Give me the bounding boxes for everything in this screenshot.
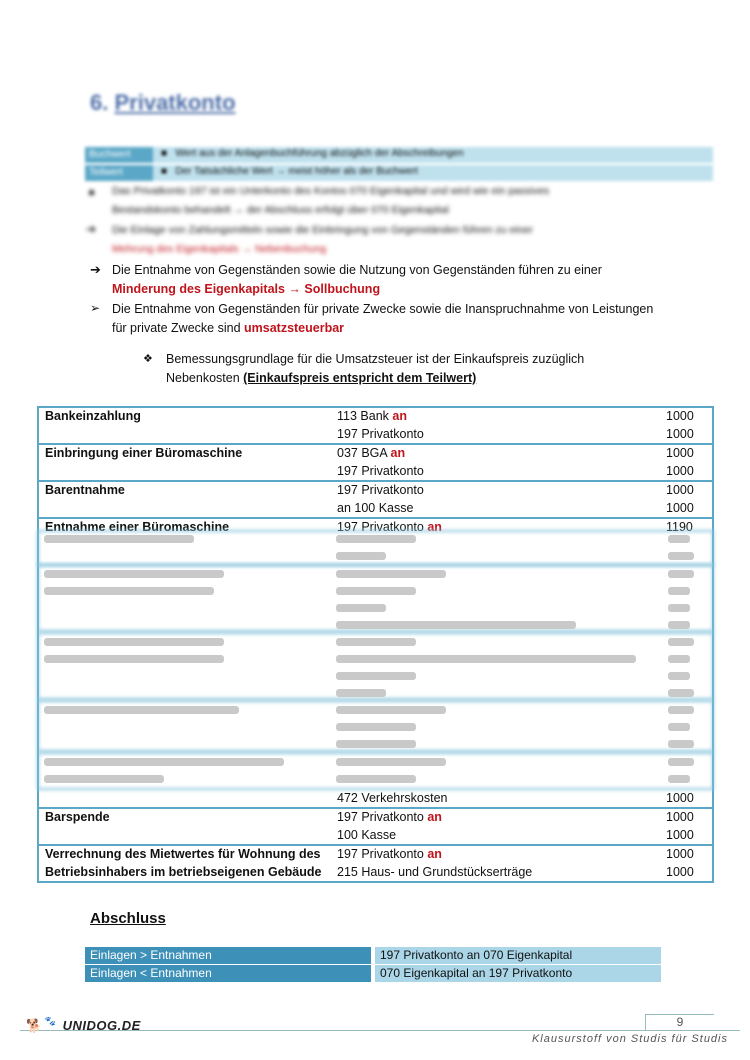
blurred-text [668,570,694,578]
entry-account: 100 Kasse [337,827,397,842]
entry-label: Entnahme einer Büromaschine [38,518,331,537]
table-row [38,500,713,519]
entry-amount: 1000 [660,864,713,883]
blurred-text [668,621,690,629]
private-text-line2: für private Zwecke sind umsatzsteuerbar [112,321,345,335]
abschluss-label: Einlagen > Entnahmen [85,947,371,964]
blurred-text [668,740,694,748]
entry-label: Bankeinzahlung [38,407,331,426]
entnahme-text-line1: Die Entnahme von Gegenständen sowie die Nutzung von Gegenständen führen zu einer [112,263,602,277]
blurred-text [668,638,694,646]
table-row [38,463,713,482]
entry-account: an 100 Kasse [337,500,414,515]
title-text: Privatkonto [114,90,236,115]
entnahme-text-line2: Minderung des Eigenkapitals → Sollbuchung [112,282,381,296]
blurred-text [336,570,446,578]
blurred-text [336,604,386,612]
entry-amount: 1000 [660,500,713,519]
paw-icon: 🐾 [44,1016,57,1026]
page-title [90,90,236,116]
page-number: 9 [645,1014,714,1031]
bullet-icon: ● [88,185,96,199]
entry-amount: 1190 [660,518,713,537]
entry-amount: 1000 [660,827,713,846]
table-row [38,808,713,827]
entry-label: Barspende [38,808,331,827]
dog-icon: 🐕 [26,1018,43,1033]
blurred-text [44,655,224,663]
entry-account: 037 BGA an [331,444,660,463]
entry-label: Einbringung einer Büromaschine [38,444,331,463]
definition-text: ■ Der Tatsächliche Wert → meist höher als der Buchwert [161,166,418,177]
table-row [38,864,713,883]
entry-amount: 1000 [660,463,713,482]
blurred-text [336,706,446,714]
definition-teilwert [85,165,713,181]
definition-buchwert [85,147,713,163]
entry-amount: 1000 [660,790,713,809]
table-row [38,407,713,426]
blurred-text [336,672,416,680]
blurred-text [668,604,690,612]
abschluss-value: 197 Privatkonto an 070 Eigenkapital [375,947,661,964]
private-text-line1: Die Entnahme von Gegenständen für private Zwecke sowie die Inanspruchnahme von Leistungen [112,302,654,316]
blurred-text [336,775,416,783]
definition-text: ■ Wert aus der Anlagenbuchführung abzüglich der Abschreibungen [161,148,464,159]
entry-amount: 1000 [660,426,713,445]
blurred-text [668,758,694,766]
blurred-text [44,638,224,646]
entry-account: 197 Privatkonto an [331,808,660,827]
entry-label: Barentnahme [38,481,331,500]
table-row [38,444,713,463]
blurred-text [668,706,694,714]
blurred-text [668,775,690,783]
blurred-text [668,655,690,663]
blurred-text [336,621,576,629]
abschluss-row [85,965,661,982]
entry-amount: 1000 [660,845,713,864]
sub-bullet-line2: Nebenkosten (Einkaufspreis entspricht dem Teilwert) [166,371,477,385]
entry-label: Verrechnung des Mietwertes für Wohnung des [38,845,331,864]
blurred-text [336,535,416,543]
table-row [38,790,713,809]
blurred-text [668,535,690,543]
entry-amount: 1000 [660,407,713,426]
blurred-text [44,587,214,595]
arrow-icon: ➔ [86,222,97,236]
blurred-text [668,672,690,680]
blurred-text [336,655,636,663]
chevron-right-icon: ➢ [90,301,101,315]
blurred-text [44,775,164,783]
blurred-text-line: Mehrung des Eigenkapitals → Nebenbuchung [112,243,327,255]
blurred-text [44,570,224,578]
entry-account: 197 Privatkonto [331,481,660,500]
sub-bullet-line1: Bemessungsgrundlage für die Umsatzsteuer ist der Einkaufspreis zuzüglich [166,352,585,366]
blurred-text [336,740,416,748]
blurred-text [668,552,694,560]
definition-label: Teilwert [85,165,153,181]
title-number: 6. [90,90,109,115]
entry-account: 197 Privatkonto [337,426,424,441]
entry-account: 197 Privatkonto [337,463,424,478]
blurred-text [336,587,416,595]
definition-label: Buchwert [85,147,153,163]
entry-amount: 1000 [660,481,713,500]
blurred-text [336,758,446,766]
entry-account: 197 Privatkonto an [331,845,660,864]
blurred-text [44,706,239,714]
table-row [38,827,713,846]
entry-account: 113 Bank an [331,407,660,426]
blurred-text [336,552,386,560]
table-row [38,426,713,445]
blurred-text-line: Bestandskonto behandelt → der Abschluss erfolgt über 070 Eigenkapital [112,204,449,216]
entry-account: 472 Verkehrskosten [337,790,448,805]
table-row [38,845,713,864]
table-row [38,481,713,500]
logo: 🐕 🐾 UNIDOG.DE [26,1016,141,1033]
entry-account: 197 Privatkonto an [331,518,660,537]
blurred-text [44,758,284,766]
abschluss-value: 070 Eigenkapital an 197 Privatkonto [375,965,661,982]
arrow-icon: ➔ [90,262,101,277]
blurred-text-line: Die Einlage von Zahlungsmitteln sowie die Einbringung von Gegenständen führen zu einer [112,224,533,236]
diamond-bullet-icon: ❖ [143,353,153,365]
abschluss-row [85,947,661,964]
blurred-text [336,723,416,731]
entry-account: 215 Haus- und Grundstückserträge [331,864,660,883]
blurred-text [336,638,416,646]
blurred-text [668,587,690,595]
entry-amount: 1000 [660,444,713,463]
abschluss-label: Einlagen < Entnahmen [85,965,371,982]
blurred-text-line: Das Privatkonto 197 ist ein Unterkonto des Kontos 070 Eigenkapital und wird wie ein passives [112,185,550,197]
blurred-text [44,535,194,543]
entry-label: Betriebsinhabers im betriebseigenen Gebäude [38,864,331,883]
abschluss-heading: Abschluss [90,910,166,927]
blurred-text [668,723,690,731]
blurred-text [668,689,694,697]
footer-text: Klausurstoff von Studis für Studis [531,1033,728,1045]
entry-amount: 1000 [660,808,713,827]
blurred-text [336,689,386,697]
